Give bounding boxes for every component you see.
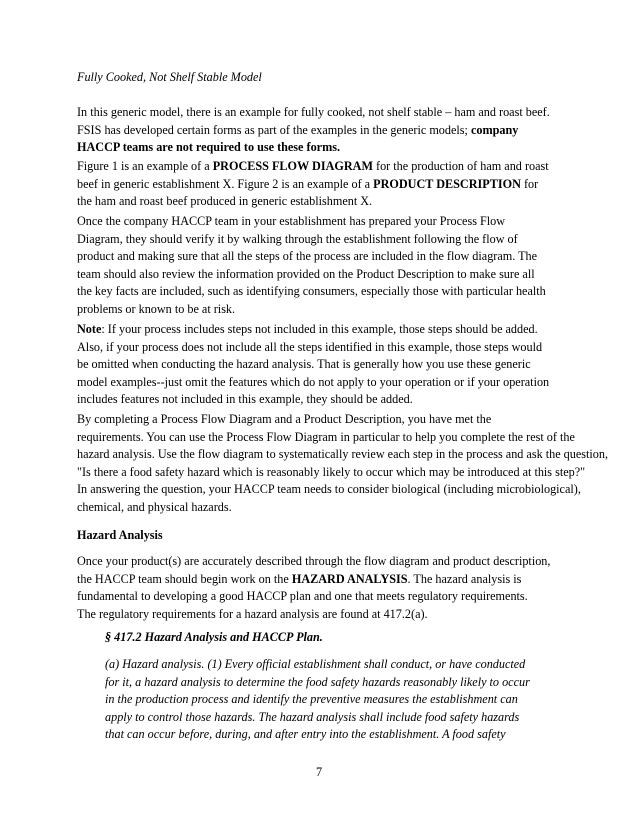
paragraph-line: Once your product(s) are accurately described through the flow diagram and product description, (77, 554, 551, 568)
paragraph-line (77, 176, 637, 194)
paragraph-hazard (77, 553, 637, 623)
paragraph-line: "Is there a food safety hazard which is reasonably likely to occur which may be introduced at this step?" (77, 464, 586, 479)
paragraph-line (77, 122, 637, 140)
text-run: for the production of ham and roast (372, 159, 549, 173)
paragraph-intro (77, 104, 637, 157)
emphasis-text: PROCESS FLOW DIAGRAM (212, 159, 373, 173)
paragraph-line (77, 321, 637, 339)
text-run: for (520, 176, 539, 191)
section-heading (77, 527, 637, 545)
paragraph-line: fundamental to developing a good HACCP plan and one that meets regulatory requirements. (77, 589, 528, 604)
paragraph-line: By completing a Process Flow Diagram and a Product Description, you have met the (77, 412, 492, 426)
regulation-line: apply to control those hazards. The hazard analysis shall include food safety hazards (105, 709, 520, 724)
note-label: Note (77, 322, 102, 336)
regulation-line: in the production process and identify the preventive measures the establishment can (105, 692, 518, 707)
regulation-line: that can occur before, during, and after entry into the establishment. A food safety (105, 727, 506, 742)
text-run: : If your process includes steps not included in this example, those steps should be added. (101, 322, 538, 336)
emphasis-text: PRODUCT DESCRIPTION (373, 176, 521, 191)
paragraph-line: the key facts are included, such as identifying consumers, especially those with particular health (77, 284, 546, 299)
regulation-text (105, 656, 625, 744)
paragraph-line: chemical, and physical hazards. (77, 499, 232, 514)
paragraph-line: Diagram, they should verify it by walking through the establishment following the flow of (77, 231, 518, 246)
emphasis-text: HAZARD ANALYSIS (291, 571, 408, 586)
model-heading (77, 69, 637, 87)
regulation-line: for it, a hazard analysis to determine the food safety hazards reasonably likely to occur (105, 674, 530, 689)
regulation-line: (a) Hazard analysis. (1) Every official establishment shall conduct, or have conducted (105, 657, 526, 671)
text-run: Figure 1 is an example of a (77, 159, 213, 173)
paragraph-line: Also, if your process does not include all the steps identified in this example, those steps would (77, 339, 543, 354)
paragraph-line: product and making sure that all the steps of the process are included in the flow diagram. The (77, 249, 538, 264)
text-run: the HACCP team should begin work on the (77, 571, 292, 586)
paragraph-verify (77, 213, 637, 319)
paragraph-completing (77, 411, 637, 517)
paragraph-figures (77, 158, 637, 211)
paragraph-line: model examples--just omit the features which do not apply to your operation or if your operation (77, 374, 550, 389)
text-run: . The hazard analysis is (407, 571, 522, 586)
paragraph-line: requirements. You can use the Process Flow Diagram in particular to help you complete the rest of the (77, 429, 575, 444)
paragraph-line: The regulatory requirements for a hazard analysis are found at 417.2(a). (77, 606, 428, 621)
regulation-heading (105, 629, 625, 647)
paragraph-line: problems or known to be at risk. (77, 301, 236, 316)
emphasis-text: company (470, 122, 519, 137)
paragraph-line: In answering the question, your HACCP team needs to consider biological (including microbiological), (77, 482, 581, 497)
text-run: FSIS has developed certain forms as part of the examples in the generic models; (77, 122, 471, 137)
paragraph-line: includes features not included in this example, they should be added. (77, 392, 413, 407)
paragraph-line: team should also review the information provided on the Product Description to make sure all (77, 266, 535, 281)
section-heading-text: Hazard Analysis (77, 528, 163, 542)
paragraph-line: Once the company HACCP team in your establishment has prepared your Process Flow (77, 214, 506, 228)
paragraph-note (77, 321, 637, 409)
emphasis-line: HACCP teams are not required to use these forms. (77, 140, 341, 155)
page-number: 7 (315, 765, 323, 779)
paragraph-line: the ham and roast beef produced in generic establishment X. (77, 194, 373, 209)
text-run: beef in generic establishment X. Figure 2 is an example of a (77, 176, 374, 191)
paragraph-line (77, 571, 637, 589)
paragraph-line (77, 158, 637, 176)
regulation-heading-text: § 417.2 Hazard Analysis and HACCP Plan. (105, 630, 323, 644)
paragraph-line: In this generic model, there is an example for fully cooked, not shelf stable – ham and roast beef. (77, 105, 550, 119)
model-heading-text: Fully Cooked, Not Shelf Stable Model (77, 70, 262, 84)
paragraph-line: hazard analysis. Use the flow diagram to systematically review each step in the process and ask the question, (77, 447, 609, 462)
paragraph-line: be omitted when conducting the hazard analysis. That is generally how you use these generic (77, 357, 531, 372)
